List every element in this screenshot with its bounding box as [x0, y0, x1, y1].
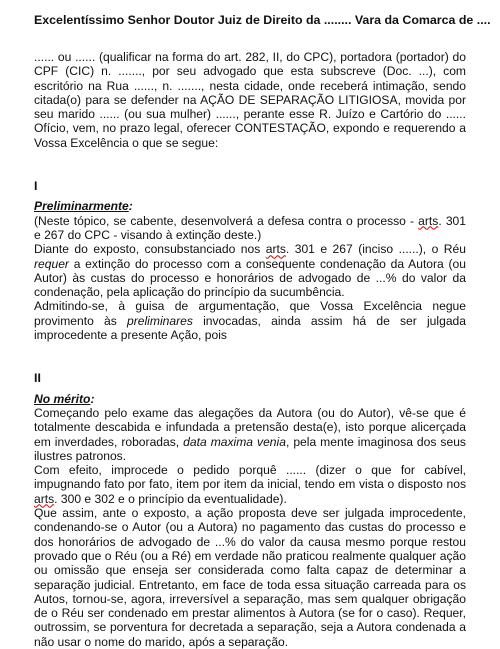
emphasis-requer: requer	[34, 256, 69, 271]
section-1-paragraph-3: Admitindo-se, à guisa de argumentação, que Vossa Excelência negue provimento às preliminares invocadas, ainda assim há de ser julgada improcedente a presente Ação, pois	[34, 299, 467, 343]
section-1-paragraph-2: Diante do exposto, consubstanciado nos arts. 301 e 267 (inciso ......), o Réu requer a extinção do processo com a consequente condenação da Autora (ou Autor) às custas do processo e honorários de advogado de ...% do valor da condenação, pela aplicação do princípio da sucumbência.	[34, 242, 466, 300]
section-2-heading-text: No mérito	[34, 391, 91, 406]
emphasis-preliminares: preliminares	[127, 313, 193, 328]
section-2-number: II	[34, 371, 41, 386]
emphasis-latin-phrase: data maxima venia	[183, 434, 286, 449]
section-2-paragraph-2: Com efeito, improcede o pedido porquê ...... (dizer o que for cabível, impugnando fato por fato, item por item da inicial, tendo em vista o disposto nos arts. 300 e 302 e o princípio da eventualidade).	[34, 463, 466, 506]
section-2-paragraph-3: Que assim, ante o exposto, a ação proposta deve ser julgada improcedente, condenando-se o Autor (ou a Autora) no pagamento das custas do processo e dos honorários de advogado de ...% do valor da causa mesmo porque restou provado que o Réu (ou a Ré) em verdade não praticou realmente qualquer ação ou omissão que enseja ser considerada como falta capaz de determinar a separação judicial. Entretanto, em face de toda essa situação carreada para os Autos, tornou-se, agora, irreversível a separação, mas sem qualquer obrigação de o Réu ser condenado em prestar alimentos à Autora (se for o caso). Requer, outrossim, se porventura for decretada a separação, seja a Autora condenada a não usar o nome do marido, após a separação.	[34, 506, 466, 649]
document-body	[34, 50, 466, 649]
section-1-heading-text: Preliminarmente	[34, 199, 129, 214]
spellcheck-word: arts	[34, 491, 55, 506]
section-1-number: I	[34, 179, 38, 194]
intro-paragraph: ...... ou ...... (qualificar na forma do art. 282, II, do CPC), portadora (portador) do CPF (CIC) n. ......., por seu advogado que esta subscreve (Doc. ...), com escritório na Rua ......, n. ......., nesta cidade, onde receberá intimação, sendo citada(o) para se defender na AÇÃO DE SEPARAÇÃO LITIGIOSA, movida por seu marido ...... (ou sua mulher) ......, perante esse R. Juízo e Cartório do ...... Ofício, vem, no prazo legal, oferecer CONTESTAÇÃO, expondo e requerendo a Vossa Excelência o que se segue:	[34, 50, 466, 150]
paragraph-spacer	[34, 150, 466, 165]
paragraph-spacer	[34, 342, 466, 357]
spellcheck-word: arts	[418, 213, 439, 228]
section-1-heading-colon: :	[128, 199, 133, 214]
document-title: Excelentíssimo Senhor Doutor Juiz de Direito da ........ Vara da Comarca de ....	[34, 13, 491, 27]
section-2-paragraph-1: Começando pelo exame das alegações da Autora (ou do Autor), vê-se que é totalmente descabida e infundada a pretensão desta(e), isto porque alicerçada em inverdades, roboradas, data maxima venia, pela mente imaginosa dos seus ilustres patronos.	[34, 405, 466, 463]
section-2-heading	[34, 392, 466, 406]
section-2-heading-colon: :	[90, 391, 95, 406]
spellcheck-word: arts	[265, 242, 286, 257]
section-1-heading	[34, 199, 466, 213]
section-1-paragraph-1: (Neste tópico, se cabente, desenvolverá a defesa contra o processo - arts. 301 e 267 do CPC - visando à extinção deste.)	[34, 213, 467, 242]
